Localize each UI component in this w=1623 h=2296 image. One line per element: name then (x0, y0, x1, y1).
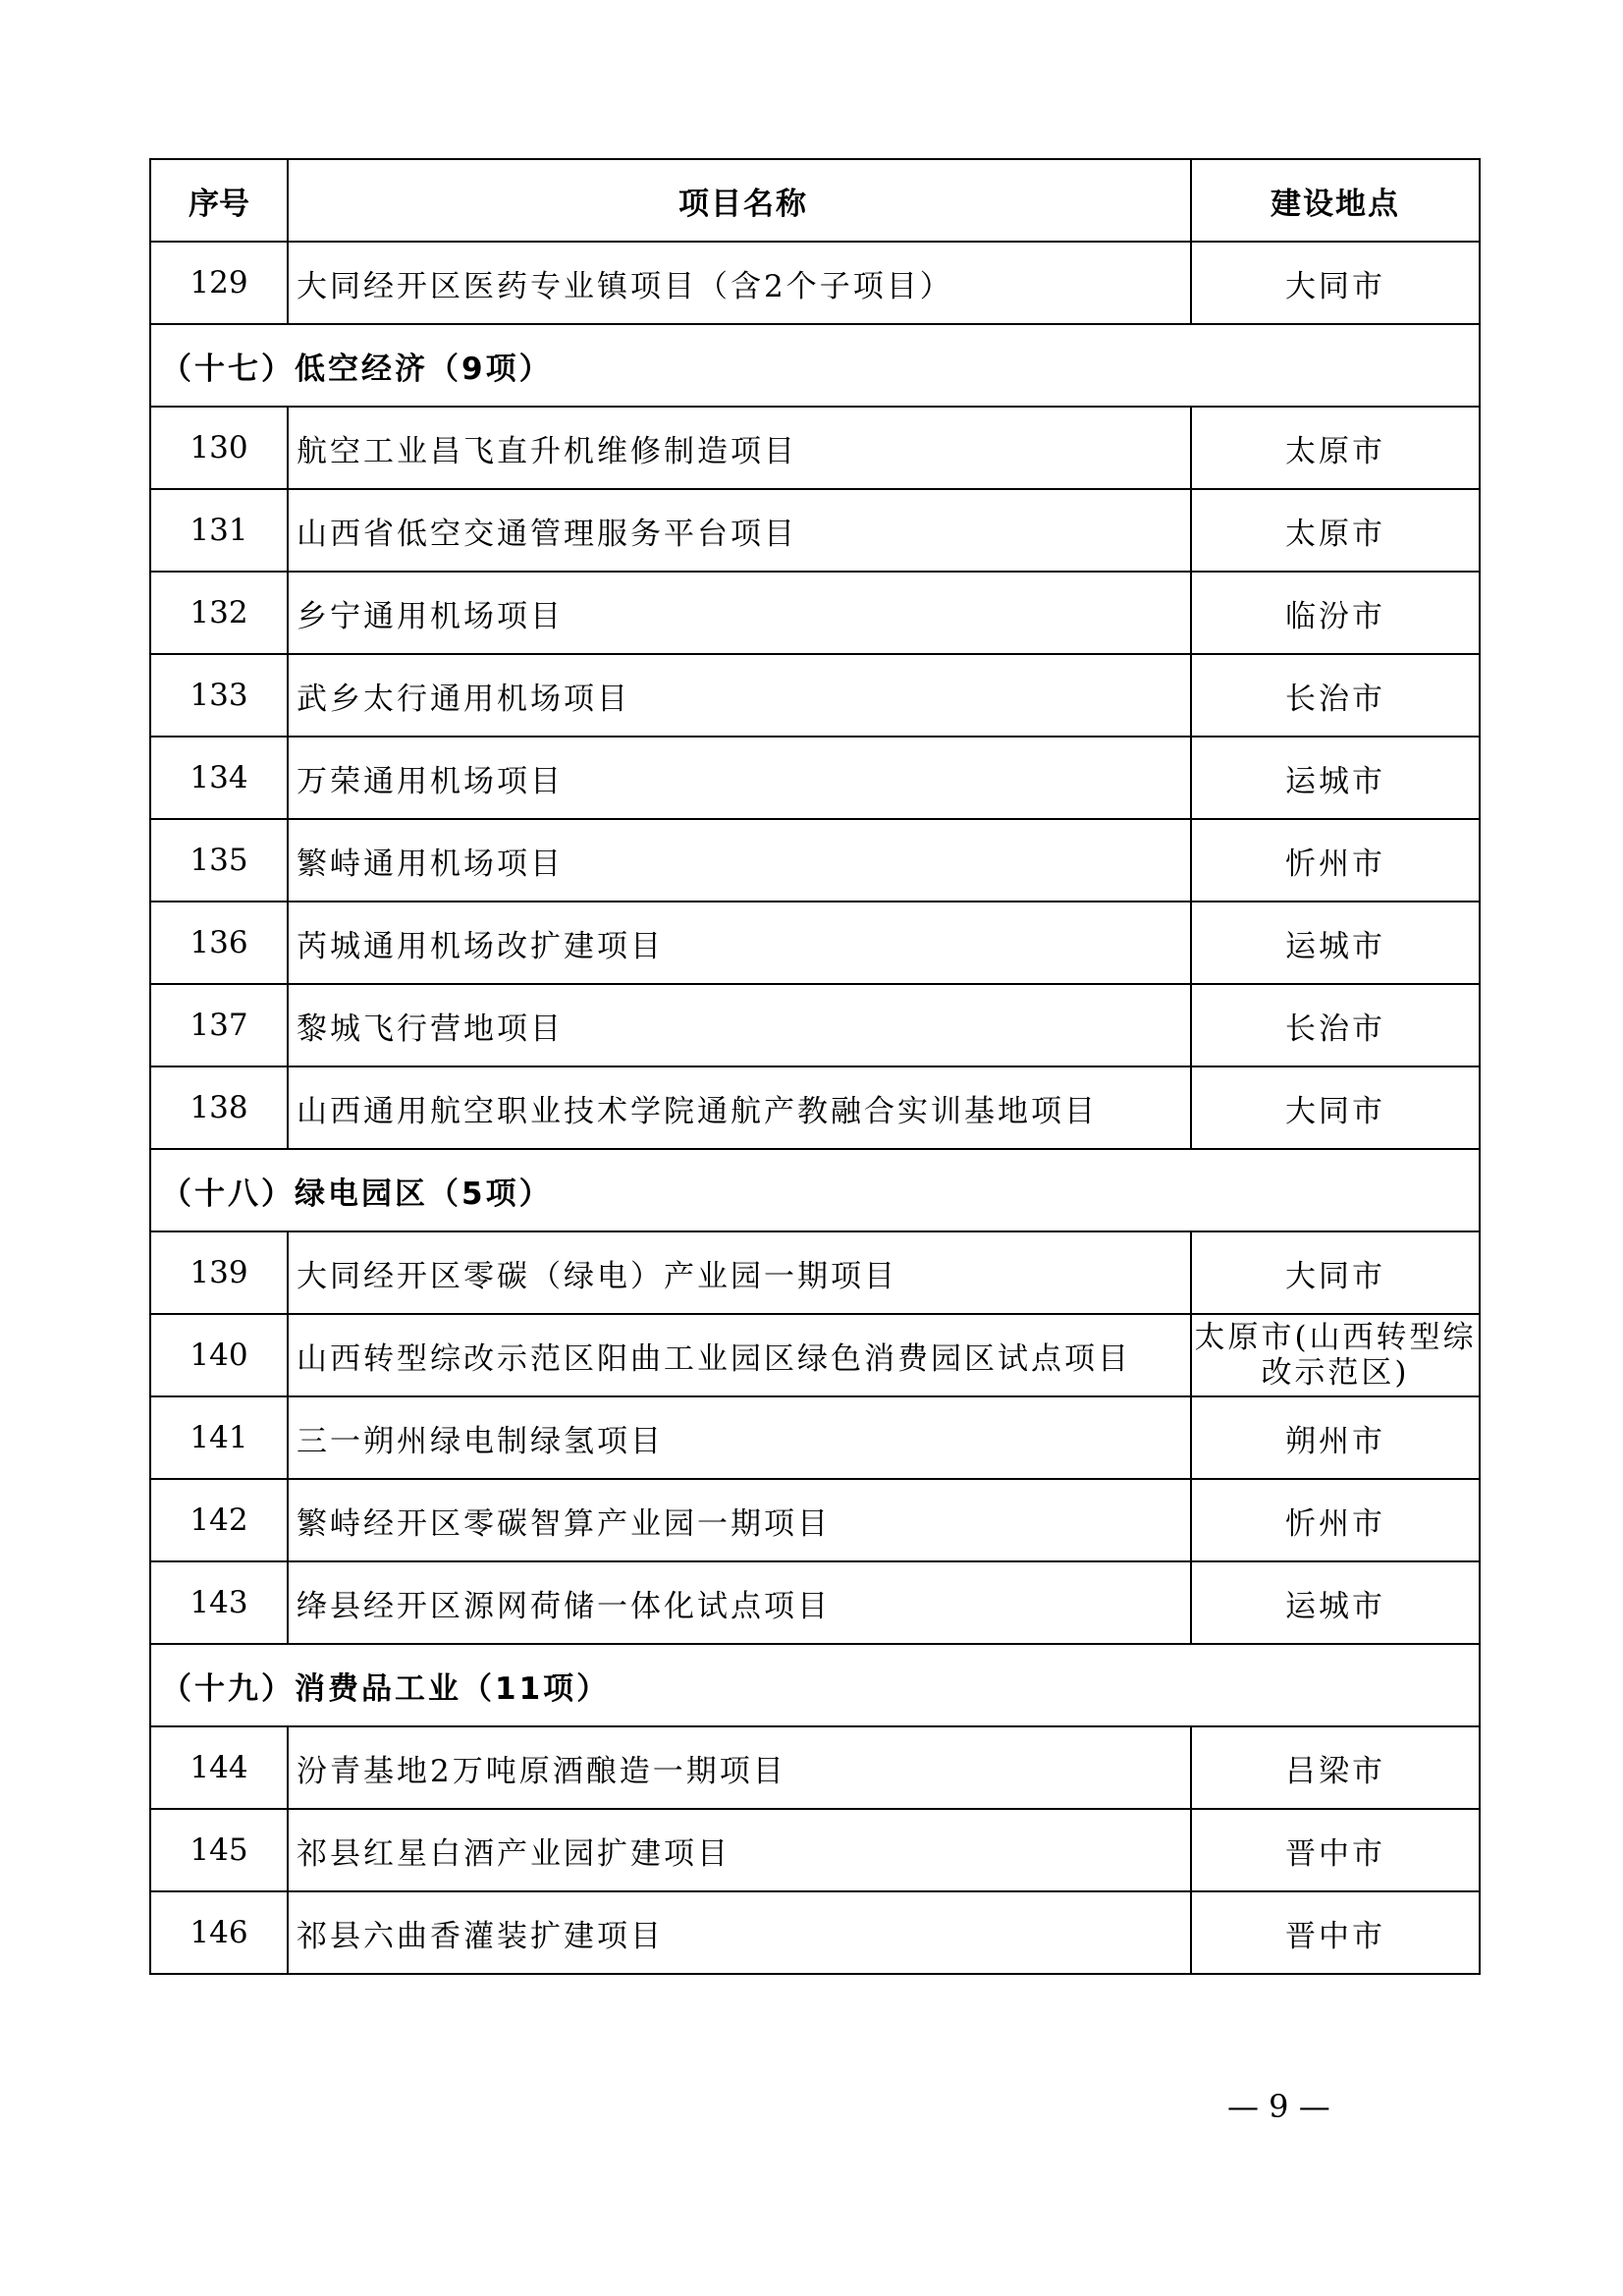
row-name: 大同经开区零碳（绿电）产业园一期项目 (288, 1231, 1191, 1314)
row-num: 139 (150, 1231, 288, 1314)
section-title: （十七）低空经济（9项） (150, 324, 1480, 407)
row-name: 芮城通用机场改扩建项目 (288, 902, 1191, 984)
table-row (150, 1314, 1480, 1396)
row-num: 141 (150, 1396, 288, 1479)
row-num: 142 (150, 1479, 288, 1561)
row-name: 祁县红星白酒产业园扩建项目 (288, 1809, 1191, 1891)
page-number: — 9 — (1227, 2088, 1330, 2125)
row-name: 绛县经开区源网荷储一体化试点项目 (288, 1561, 1191, 1644)
table-row (150, 1809, 1480, 1891)
table-row (150, 489, 1480, 572)
row-num: 131 (150, 489, 288, 572)
table-row (150, 242, 1480, 324)
row-location: 太原市 (1191, 407, 1480, 489)
row-location: 大同市 (1191, 1066, 1480, 1149)
row-num: 129 (150, 242, 288, 324)
row-num: 137 (150, 984, 288, 1066)
table-row (150, 984, 1480, 1066)
row-location: 太原市 (1191, 489, 1480, 572)
row-name: 山西省低空交通管理服务平台项目 (288, 489, 1191, 572)
row-name: 黎城飞行营地项目 (288, 984, 1191, 1066)
row-num: 134 (150, 737, 288, 819)
row-name: 山西转型综改示范区阳曲工业园区绿色消费园区试点项目 (288, 1314, 1191, 1396)
table-row (150, 572, 1480, 654)
row-location: 晋中市 (1191, 1809, 1480, 1891)
section-row (150, 1149, 1480, 1231)
section-title: （十九）消费品工业（11项） (150, 1644, 1480, 1726)
row-num: 146 (150, 1891, 288, 1974)
table-row (150, 407, 1480, 489)
header-name: 项目名称 (288, 159, 1191, 242)
row-location: 忻州市 (1191, 1479, 1480, 1561)
row-num: 133 (150, 654, 288, 737)
section-row (150, 1644, 1480, 1726)
row-location: 晋中市 (1191, 1891, 1480, 1974)
row-name: 航空工业昌飞直升机维修制造项目 (288, 407, 1191, 489)
row-num: 143 (150, 1561, 288, 1644)
row-location: 大同市 (1191, 1231, 1480, 1314)
row-name: 祁县六曲香灌装扩建项目 (288, 1891, 1191, 1974)
row-num: 144 (150, 1726, 288, 1809)
row-num: 136 (150, 902, 288, 984)
row-location: 朔州市 (1191, 1396, 1480, 1479)
table-row (150, 654, 1480, 737)
table-row (150, 1066, 1480, 1149)
row-location: 临汾市 (1191, 572, 1480, 654)
row-num: 132 (150, 572, 288, 654)
table-row (150, 819, 1480, 902)
row-num: 140 (150, 1314, 288, 1396)
table-row (150, 1396, 1480, 1479)
row-num: 145 (150, 1809, 288, 1891)
row-location: 运城市 (1191, 737, 1480, 819)
row-name: 汾青基地2万吨原酒酿造一期项目 (288, 1726, 1191, 1809)
row-name: 山西通用航空职业技术学院通航产教融合实训基地项目 (288, 1066, 1191, 1149)
row-location: 长治市 (1191, 654, 1480, 737)
table-row (150, 1231, 1480, 1314)
row-location: 忻州市 (1191, 819, 1480, 902)
row-name: 三一朔州绿电制绿氢项目 (288, 1396, 1191, 1479)
table-body (150, 242, 1480, 1974)
row-location: 运城市 (1191, 1561, 1480, 1644)
row-name: 繁峙经开区零碳智算产业园一期项目 (288, 1479, 1191, 1561)
row-name: 武乡太行通用机场项目 (288, 654, 1191, 737)
table-header-row (150, 159, 1480, 242)
project-table (149, 158, 1481, 1975)
row-name: 乡宁通用机场项目 (288, 572, 1191, 654)
row-name: 繁峙通用机场项目 (288, 819, 1191, 902)
row-name: 万荣通用机场项目 (288, 737, 1191, 819)
row-num: 138 (150, 1066, 288, 1149)
table-row (150, 1479, 1480, 1561)
row-location: 运城市 (1191, 902, 1480, 984)
row-location: 吕梁市 (1191, 1726, 1480, 1809)
section-row (150, 324, 1480, 407)
table-row (150, 1891, 1480, 1974)
table-row (150, 1726, 1480, 1809)
table-row (150, 1561, 1480, 1644)
header-num: 序号 (150, 159, 288, 242)
row-location: 大同市 (1191, 242, 1480, 324)
row-location: 长治市 (1191, 984, 1480, 1066)
header-location: 建设地点 (1191, 159, 1480, 242)
table-row (150, 902, 1480, 984)
row-num: 135 (150, 819, 288, 902)
row-name: 大同经开区医药专业镇项目（含2个子项目） (288, 242, 1191, 324)
row-num: 130 (150, 407, 288, 489)
row-location: 太原市(山西转型综改示范区) (1191, 1314, 1480, 1396)
section-title: （十八）绿电园区（5项） (150, 1149, 1480, 1231)
table-row (150, 737, 1480, 819)
